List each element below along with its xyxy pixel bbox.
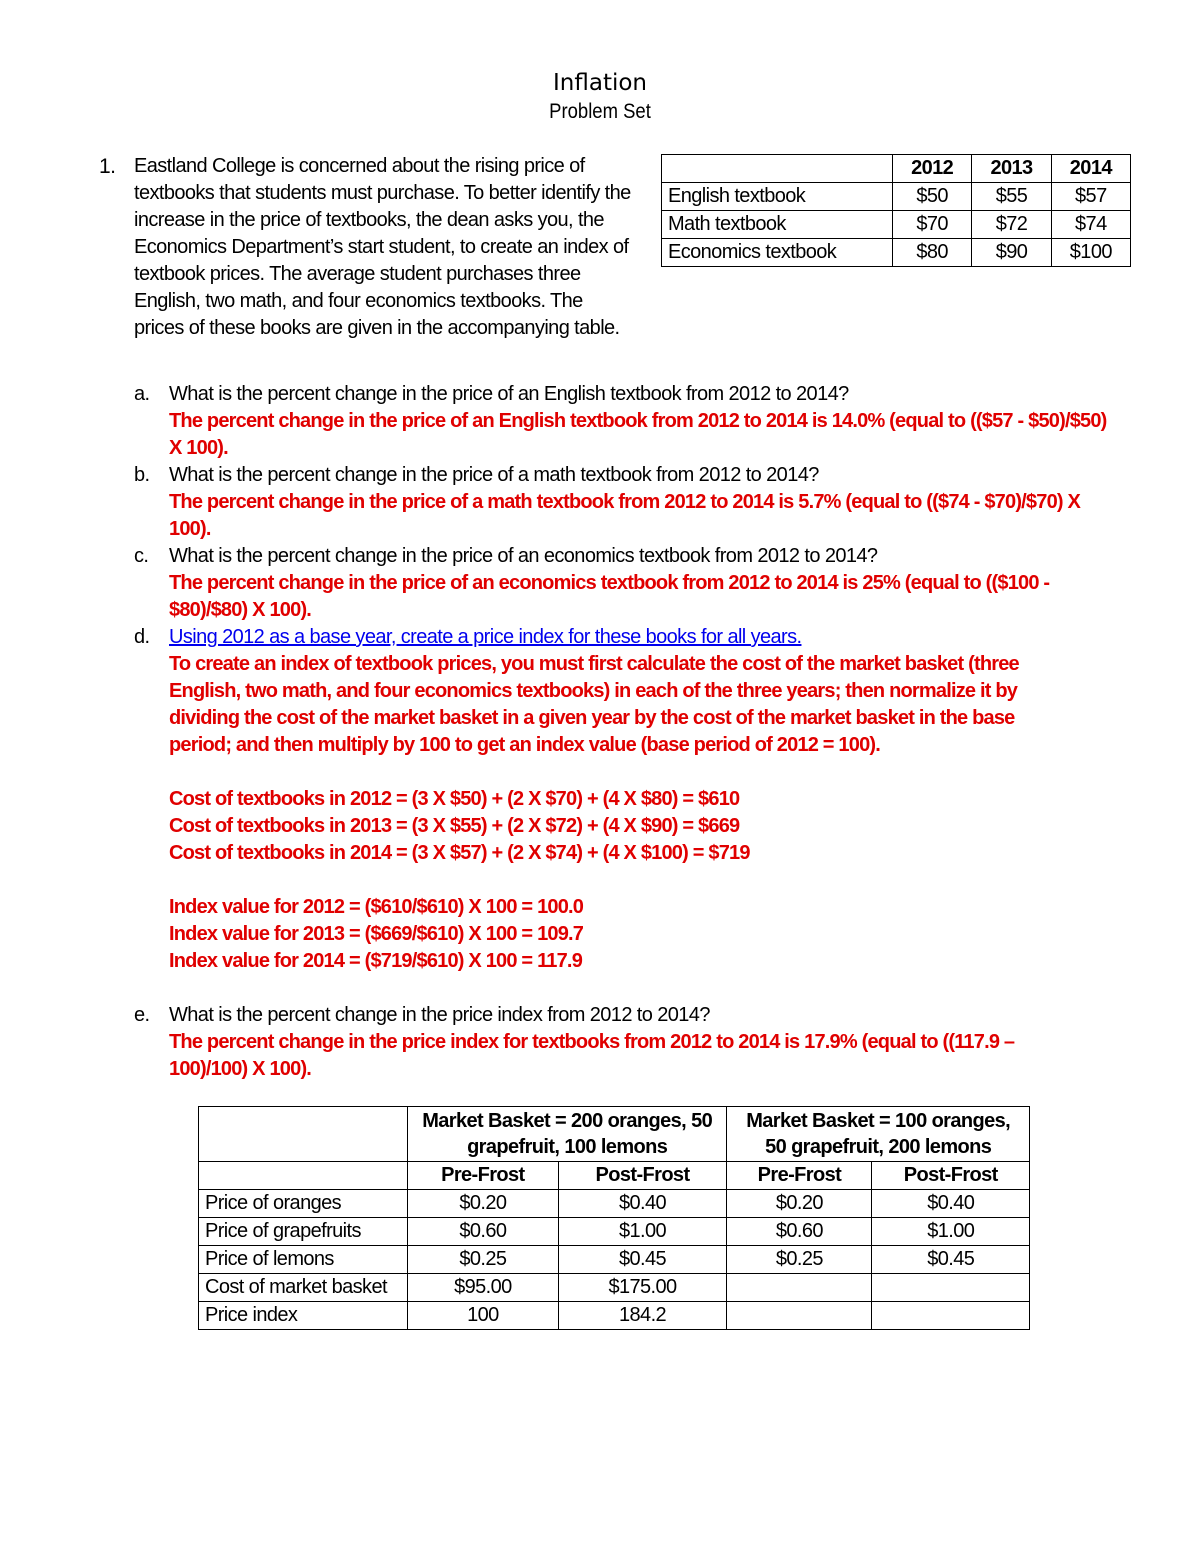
table-cell: $0.40 (872, 1190, 1030, 1218)
table-header-cell: 2014 (1051, 155, 1130, 183)
part-a-label: a. (134, 383, 150, 405)
table-cell: $0.25 (727, 1246, 872, 1274)
table-cell: 100 (408, 1302, 559, 1330)
part-b-label: b. (134, 464, 150, 486)
table-cell: Price of lemons (199, 1246, 408, 1274)
table-header-cell (199, 1162, 408, 1190)
question-text: Eastland College is concerned about the rising price of textbooks that students must purchase. To better identify the increase in the price of textbooks, the dean asks you, the Economics Department’s start student, to create an index of textbook prices. The average student purchases three English, two math, and four economics textbooks. The prices of these books are given in the accompanying table. (134, 155, 631, 339)
table-header-cell: 2012 (893, 155, 972, 183)
table-cell: $1.00 (872, 1218, 1030, 1246)
table-row (199, 1246, 1030, 1274)
table-cell: $0.20 (727, 1190, 872, 1218)
table-cell: $70 (893, 211, 972, 239)
part-d-answer: To create an index of textbook prices, you must first calculate the cost of the market basket (three English, two math, and four economics textbooks) in each of the three years; then normalize it by dividing the cost of the market basket in a given year by the cost of the market basket in the base period; and then multiply by 100 to get an index value (base period of 2012 = 100). (169, 653, 1019, 756)
table-row (199, 1302, 1030, 1330)
table-subheader: Post-Frost (872, 1162, 1030, 1190)
table-row (662, 183, 1131, 211)
table-cell: $100 (1051, 239, 1130, 267)
table-cell: Math textbook (662, 211, 893, 239)
table-cell (872, 1302, 1030, 1330)
market-basket-table (198, 1106, 1030, 1330)
table-row (199, 1274, 1030, 1302)
table-cell: $0.45 (558, 1246, 727, 1274)
table-cell: 184.2 (558, 1302, 727, 1330)
textbook-price-table (661, 154, 1131, 267)
part-d-label: d. (134, 626, 150, 648)
table-cell (872, 1274, 1030, 1302)
table-cell: Price index (199, 1302, 408, 1330)
table-row (199, 1218, 1030, 1246)
part-b-answer: The percent change in the price of a math textbook from 2012 to 2014 is 5.7% (equal to (($74 - $70)/$70) X 100). (169, 491, 1081, 540)
table-row (199, 1190, 1030, 1218)
table-group-header-row (199, 1107, 1030, 1162)
part-a-answer: The percent change in the price of an English textbook from 2012 to 2014 is 14.0% (equal to (($57 - $50)/$50) X 100). (169, 410, 1107, 459)
table-group-header: Market Basket = 200 oranges, 50 grapefruit, 100 lemons (408, 1107, 727, 1162)
table-row (662, 239, 1131, 267)
document-subtitle: Problem Set (549, 100, 651, 123)
table-cell: $0.25 (408, 1246, 559, 1274)
table-cell: $95.00 (408, 1274, 559, 1302)
index-line-2014: Index value for 2014 = ($719/$610) X 100 = 117.9 (169, 950, 583, 972)
table-cell (727, 1274, 872, 1302)
table-group-header: Market Basket = 100 oranges, 50 grapefruit, 200 lemons (727, 1107, 1030, 1162)
part-e-label: e. (134, 1004, 150, 1026)
table-cell: Cost of market basket (199, 1274, 408, 1302)
table-cell: $175.00 (558, 1274, 727, 1302)
table-cell: $0.20 (408, 1190, 559, 1218)
index-line-2012: Index value for 2012 = ($610/$610) X 100 = 100.0 (169, 896, 584, 918)
part-e-answer: The percent change in the price index for textbooks from 2012 to 2014 is 17.9% (equal to ((117.9 – 100)/100) X 100). (169, 1031, 1015, 1080)
table-header-cell (662, 155, 893, 183)
part-c-answer: The percent change in the price of an economics textbook from 2012 to 2014 is 25% (equal to (($100 - $80)/$80) X 100). (169, 572, 1050, 621)
part-c-question: What is the percent change in the price of an economics textbook from 2012 to 2014? (169, 545, 878, 567)
cost-line-2012: Cost of textbooks in 2012 = (3 X $50) + (2 X $70) + (4 X $80) = $610 (169, 788, 740, 810)
part-d-question-link[interactable]: Using 2012 as a base year, create a price index for these books for all years. (169, 626, 802, 648)
table-cell (727, 1302, 872, 1330)
table-header-cell (199, 1107, 408, 1162)
table-cell: Economics textbook (662, 239, 893, 267)
part-c-label: c. (134, 545, 149, 567)
table-cell: $80 (893, 239, 972, 267)
table-row (662, 211, 1131, 239)
part-e-question: What is the percent change in the price index from 2012 to 2014? (169, 1004, 710, 1026)
table-header-cell: 2013 (972, 155, 1051, 183)
question-number: 1. (99, 155, 116, 178)
table-cell: $0.45 (872, 1246, 1030, 1274)
table-cell: $0.60 (727, 1218, 872, 1246)
table-cell: Price of oranges (199, 1190, 408, 1218)
part-b-question: What is the percent change in the price of a math textbook from 2012 to 2014? (169, 464, 819, 486)
index-line-2013: Index value for 2013 = ($669/$610) X 100 = 109.7 (169, 923, 584, 945)
table-header-row (662, 155, 1131, 183)
cost-line-2013: Cost of textbooks in 2013 = (3 X $55) + (2 X $72) + (4 X $90) = $669 (169, 815, 740, 837)
table-cell: $90 (972, 239, 1051, 267)
table-subheader: Post-Frost (558, 1162, 727, 1190)
table-cell: Price of grapefruits (199, 1218, 408, 1246)
table-cell: $55 (972, 183, 1051, 211)
document-title: Inflation (553, 70, 647, 96)
table-cell: $74 (1051, 211, 1130, 239)
table-cell: $50 (893, 183, 972, 211)
cost-line-2014: Cost of textbooks in 2014 = (3 X $57) + (2 X $74) + (4 X $100) = $719 (169, 842, 750, 864)
table-cell: $0.60 (408, 1218, 559, 1246)
part-a-question: What is the percent change in the price of an English textbook from 2012 to 2014? (169, 383, 849, 405)
table-subheader: Pre-Frost (727, 1162, 872, 1190)
table-cell: $1.00 (558, 1218, 727, 1246)
table-cell: English textbook (662, 183, 893, 211)
table-cell: $0.40 (558, 1190, 727, 1218)
table-subheader-row (199, 1162, 1030, 1190)
table-subheader: Pre-Frost (408, 1162, 559, 1190)
table-cell: $72 (972, 211, 1051, 239)
table-cell: $57 (1051, 183, 1130, 211)
